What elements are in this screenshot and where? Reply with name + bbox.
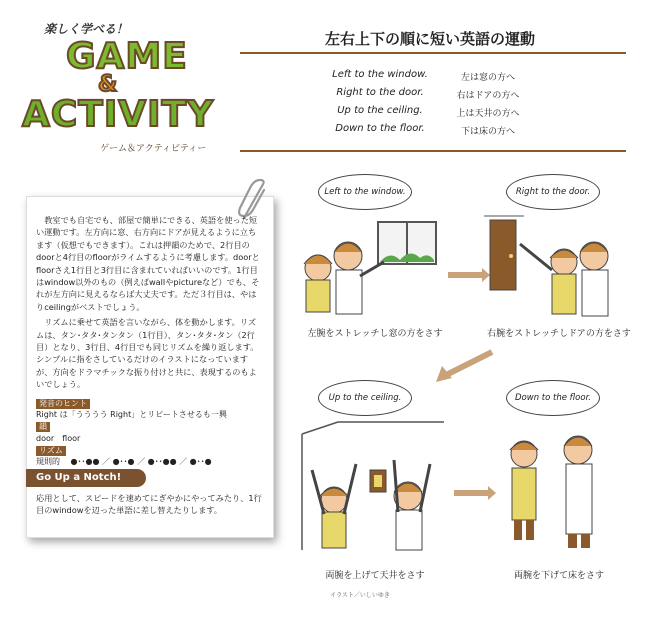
illustration-window bbox=[298, 208, 448, 320]
arrow-right-2 bbox=[454, 490, 490, 496]
card-body bbox=[36, 214, 264, 467]
notch-text: 応用として、スピードを速めてにぎやかにやってみたり、1行目のwindowを辺った単語に差し替えたりします。 bbox=[36, 493, 262, 516]
go-up-a-notch-banner: Go Up a Notch! bbox=[26, 469, 146, 487]
illustration-door bbox=[484, 212, 634, 322]
phrase-en-4: Down to the floor. bbox=[335, 123, 425, 134]
card-paragraph-2: リズムに乗せて英語を言いながら、体を動かします。リズムは、タン･タタ･タンタン（1行目）、タン･タタ･タン（2行目）となり、3行目、4行目でも同じリズムを繰り返します。シンプルに指をさしているだけのイラストになっていますが、方向をドラマチックな振り付けと共に、表現するのもよいでしょう。 bbox=[36, 317, 259, 390]
phrase-ja-4: 下は床の方へ bbox=[460, 127, 515, 137]
logo-subtitle: ゲーム＆アクティビティー bbox=[100, 144, 207, 154]
rhyme-words: door floor bbox=[36, 433, 81, 443]
illustration-ceiling bbox=[298, 420, 448, 552]
card-paragraph-1: 教室でも自宅でも、部屋で簡単にできる、英語を使った短い運動です。左方向に窓、右方向にドアが見えるように立ちます（仮想でもできます）。これは押韻のためで、2行目のdoorと4行目のfloorがライムするように考慮します。doorとfloorさえ1行目と3行目に含まれていればいいのです。1行目はwindow以外のもの（例えばwallやpictureなど）でも、それが左方向に見えるならば大丈夫です。ただ３行目は、やはりceilingがベストでしょう。 bbox=[36, 215, 260, 312]
divider-top bbox=[240, 52, 626, 54]
illustration-floor bbox=[494, 424, 614, 552]
divider-bottom bbox=[240, 150, 626, 152]
phrase-ja-2: 右はドアの方へ bbox=[456, 91, 520, 101]
speech-bubble-4: Down to the floor. bbox=[506, 380, 600, 416]
phrase-en-3: Up to the ceiling. bbox=[337, 105, 423, 116]
logo-tagline: 楽しく学べる！ bbox=[44, 22, 129, 36]
speech-bubble-3: Up to the ceiling. bbox=[318, 380, 412, 416]
caption-4: 両腕を下げて床をさす bbox=[513, 571, 604, 581]
caption-1: 左腕をストレッチし窓の方をさす bbox=[307, 329, 443, 339]
logo-game: GAME bbox=[66, 36, 188, 77]
page-title: 左右上下の順に短い英語の運動 bbox=[324, 30, 535, 48]
rhythm-pattern: ●･･●● ／ ●･･● ／ ●･･●● ／ ●･･● bbox=[70, 456, 212, 466]
phrase-ja-3: 上は天井の方へ bbox=[456, 109, 520, 119]
illustration-credit: イラスト／いしいゆき bbox=[330, 592, 390, 599]
hint-tag: 発音のヒント bbox=[36, 399, 90, 409]
phrase-ja-1: 左は窓の方へ bbox=[460, 73, 515, 83]
speech-bubble-1: Left to the window. bbox=[318, 174, 412, 210]
phrase-en-1: Left to the window. bbox=[332, 69, 428, 80]
caption-2: 右腕をストレッチしドアの方をさす bbox=[487, 329, 631, 339]
arrow-right-1 bbox=[448, 272, 484, 278]
rhythm-tag: リズム bbox=[36, 446, 66, 456]
rhythm-label: 規則的 bbox=[36, 456, 60, 466]
logo-activity: ACTIVITY bbox=[22, 94, 215, 135]
speech-bubble-2: Right to the door. bbox=[506, 174, 600, 210]
arrow-diagonal bbox=[432, 348, 496, 384]
rhyme-tag: 韻 bbox=[36, 422, 50, 432]
caption-3: 両腕を上げて天井をさす bbox=[325, 571, 425, 581]
phrase-en-2: Right to the door. bbox=[336, 87, 424, 98]
logo-ampersand: & bbox=[98, 72, 119, 97]
hint-text: Right は「うううう Right」とリピートさせるも一興 bbox=[36, 410, 227, 420]
